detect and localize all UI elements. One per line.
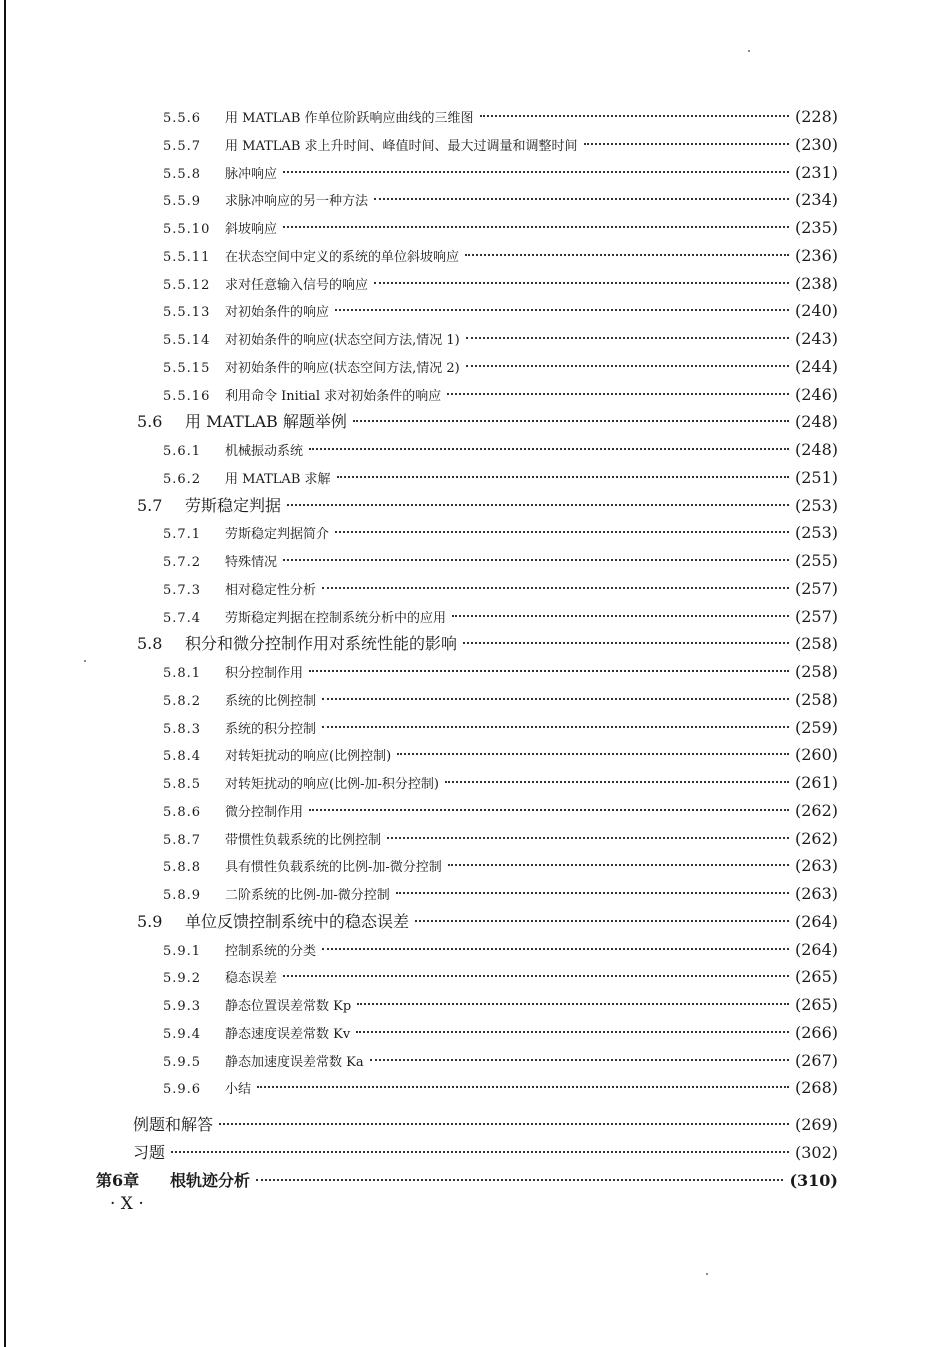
toc-entry-title: 特殊情况 (225, 555, 278, 570)
toc-entry[interactable] (137, 910, 838, 934)
toc-entry-page: (244) (794, 356, 838, 376)
dot-leader (309, 809, 789, 811)
toc-entry-number: 5.8.5 (163, 777, 202, 792)
page-edge-rule (4, 0, 6, 1347)
dot-leader (335, 309, 789, 311)
dot-leader (466, 365, 789, 367)
toc-entry-number: 5.5.13 (163, 305, 211, 321)
toc-entry-page: (268) (794, 1078, 838, 1098)
toc-entry-number: 5.7 (137, 495, 163, 515)
toc-entry-title: 系统的比例控制 (225, 693, 317, 709)
toc-entry-page: (267) (794, 1050, 838, 1070)
toc-entry-number: 5.5.12 (163, 277, 211, 293)
toc-entry-title: 利用命令 Initial 求对初始条件的响应 (225, 388, 442, 404)
toc-entry-page: (231) (794, 162, 838, 182)
toc-entry[interactable] (163, 521, 838, 545)
toc-entry-number: 5.9.2 (163, 971, 202, 987)
toc-entry[interactable] (163, 188, 838, 212)
toc-entry-number: 5.5.16 (163, 388, 211, 404)
toc-entry-number: 5.7.2 (163, 555, 202, 570)
toc-entry-page: (302) (794, 1143, 838, 1162)
toc-entry-number: 5.8.6 (163, 804, 202, 820)
toc-entry-title: 积分和微分控制作用对系统性能的影响 (185, 634, 458, 654)
toc-entry-page: (262) (794, 828, 838, 848)
toc-entry[interactable] (163, 1021, 838, 1045)
toc-entry[interactable] (163, 688, 838, 712)
toc-entry-page: (248) (794, 412, 838, 432)
toc-entry-title: 用 MATLAB 求上升时间、峰值时间、最大过调量和调整时间 (225, 138, 578, 154)
dot-leader (171, 1151, 789, 1153)
toc-entry-page: (251) (794, 467, 838, 487)
toc-entry[interactable] (163, 549, 838, 573)
toc-entry[interactable] (163, 244, 838, 268)
toc-entry[interactable] (163, 771, 838, 795)
toc-entry[interactable] (163, 799, 838, 823)
toc-entry-page: (265) (794, 995, 838, 1014)
toc-entry-page: (257) (794, 606, 838, 626)
toc-entry-title: 对转矩扰动的响应(比例-加-积分控制) (225, 777, 439, 792)
toc-entry[interactable] (163, 605, 838, 629)
toc-entry-title: 根轨迹分析 (170, 1171, 251, 1190)
toc-entry-page: (258) (794, 634, 838, 654)
toc-entry[interactable] (163, 438, 838, 462)
dot-leader (370, 1059, 789, 1061)
toc-entry-page: (238) (794, 273, 838, 293)
toc-entry-title: 对转矩扰动的响应(比例控制) (225, 749, 392, 765)
toc-entry-number: 5.5.15 (163, 360, 211, 376)
toc-entry-title: 带惯性负载系统的比例控制 (225, 832, 382, 848)
toc-entry-number: 5.5.14 (163, 333, 211, 348)
toc-entry-number: 5.9 (137, 911, 163, 931)
toc-entry-title: 具有惯性负载系统的比例-加-微分控制 (225, 860, 442, 876)
toc-entry-number: 5.9.4 (163, 1026, 202, 1042)
toc-entry[interactable] (133, 1141, 838, 1165)
toc-entry[interactable] (163, 355, 838, 379)
toc-entry-page: (260) (794, 745, 838, 765)
toc-entry[interactable] (163, 854, 838, 878)
toc-entry-title: 对初始条件的响应 (225, 305, 330, 321)
toc-entry-number: 5.5.11 (163, 249, 211, 265)
toc-entry-page: (310) (789, 1171, 838, 1190)
toc-entry-number: 5.8 (137, 634, 163, 654)
dot-leader (397, 753, 789, 755)
toc-entry[interactable] (163, 133, 838, 157)
toc-entry-number: 5.5.6 (163, 111, 202, 126)
toc-entry-number: 5.5.10 (163, 222, 211, 237)
toc-entry-page: (240) (794, 301, 838, 321)
dot-leader (374, 198, 789, 200)
toc-entry[interactable] (163, 882, 838, 906)
toc-entry-number: 5.9.6 (163, 1082, 202, 1098)
toc-entry-page: (236) (794, 245, 838, 265)
toc-entry-title: 积分控制作用 (225, 666, 304, 681)
toc-entry[interactable] (163, 660, 838, 684)
toc-entry-number: 5.9.3 (163, 999, 202, 1014)
dot-leader (465, 254, 789, 256)
toc-entry-title: 稳态误差 (225, 971, 278, 987)
dot-leader (480, 115, 789, 117)
toc-entry-page: (264) (794, 939, 838, 959)
toc-entry-title: 对初始条件的响应(状态空间方法,情况 2) (225, 360, 460, 376)
dot-leader (452, 615, 789, 617)
dot-leader (447, 393, 789, 395)
toc-entry[interactable] (163, 965, 838, 989)
toc-entry-number: 5.6 (137, 412, 163, 432)
toc-entry-page: (243) (794, 329, 838, 348)
toc-entry-page: (234) (794, 190, 838, 210)
toc-entry[interactable] (163, 466, 838, 490)
toc-entry-title: 小结 (225, 1082, 252, 1098)
toc-entry-number: 5.8.9 (163, 888, 202, 903)
toc-entry[interactable] (163, 161, 838, 185)
toc-entry[interactable] (163, 938, 838, 962)
toc-entry-title: 用 MATLAB 作单位阶跃响应曲线的三维图 (225, 111, 474, 126)
toc-entry-page: (259) (794, 717, 838, 737)
toc-entry-title: 劳斯稳定判据 (185, 495, 282, 515)
toc-entry[interactable] (163, 272, 838, 296)
toc-entry-title: 习题 (133, 1143, 166, 1162)
page-number-footer: · X · (110, 1194, 144, 1214)
toc-entry-number: 5.7.1 (163, 527, 202, 543)
dot-leader (283, 226, 789, 228)
toc-entry-number: 5.8.3 (163, 721, 202, 737)
toc-entry[interactable] (96, 1169, 838, 1193)
toc-entry[interactable] (163, 1049, 838, 1073)
toc-entry-title: 求脉冲响应的另一种方法 (225, 194, 369, 210)
toc-entry-page: (255) (794, 551, 838, 570)
toc-entry-number: 5.8.7 (163, 832, 202, 848)
dot-leader (448, 864, 789, 866)
toc-entry-page: (248) (794, 440, 838, 459)
toc-entry-number: 5.8.4 (163, 749, 202, 765)
toc-entry-title: 控制系统的分类 (225, 943, 317, 959)
toc-entry-title: 对初始条件的响应(状态空间方法,情况 1) (225, 333, 460, 348)
toc-entry-page: (269) (794, 1115, 838, 1134)
toc-entry[interactable] (163, 299, 838, 323)
dot-leader (322, 948, 789, 950)
dot-leader (387, 837, 789, 839)
toc-entry-title: 用 MATLAB 解题举例 (185, 412, 347, 432)
dot-leader (283, 171, 789, 173)
dot-leader (335, 531, 789, 533)
toc-entry-page: (261) (794, 773, 838, 792)
toc-entry-page: (263) (794, 884, 838, 903)
dot-leader (353, 420, 789, 422)
toc-entry-number: 5.9.1 (163, 943, 202, 959)
toc-entry-page: (253) (794, 495, 838, 515)
toc-entry-number: 5.5.7 (163, 138, 202, 154)
toc-entry[interactable] (133, 1113, 838, 1137)
dot-leader (357, 1003, 789, 1005)
toc-entry-page: (264) (794, 911, 838, 931)
scan-speck (84, 660, 86, 662)
toc-entry-page: (230) (794, 134, 838, 154)
dot-leader (283, 559, 789, 561)
toc-entry-title: 二阶系统的比例-加-微分控制 (225, 888, 390, 903)
toc-entry-number: 5.7.4 (163, 610, 202, 626)
toc-entry-page: (235) (794, 218, 838, 237)
toc-entry-page: (246) (794, 384, 838, 404)
toc-entry-page: (257) (794, 578, 838, 598)
dot-leader (287, 504, 789, 506)
dot-leader (337, 476, 789, 478)
toc-entry-title: 静态位置误差常数 Kp (225, 999, 352, 1014)
toc-entry-page: (253) (794, 523, 838, 543)
dot-leader (322, 587, 789, 589)
dot-leader (219, 1123, 789, 1125)
dot-leader (584, 143, 789, 145)
toc-entry-title: 劳斯稳定判据简介 (225, 527, 330, 543)
dot-leader (356, 1031, 789, 1033)
toc-entry-number: 第6章 (96, 1171, 140, 1190)
scan-speck (706, 1273, 708, 1275)
toc-entry-number: 5.6.2 (163, 471, 202, 487)
toc-entry-page: (262) (794, 800, 838, 820)
dot-leader (309, 448, 789, 450)
dot-leader (322, 698, 789, 700)
toc-entry-page: (228) (794, 107, 838, 126)
toc-entry[interactable] (163, 1076, 838, 1100)
dot-leader (257, 1086, 789, 1088)
toc-entry[interactable] (137, 632, 838, 656)
toc-entry-title: 例题和解答 (133, 1115, 214, 1134)
toc-entry-title: 微分控制作用 (225, 804, 304, 820)
dot-leader (463, 642, 789, 644)
toc-entry-title: 相对稳定性分析 (225, 582, 317, 598)
toc-entry-title: 系统的积分控制 (225, 721, 317, 737)
toc-entry-page: (258) (794, 689, 838, 709)
dot-leader (283, 975, 789, 977)
toc-entry[interactable] (163, 577, 838, 601)
toc-entry-number: 5.8.2 (163, 693, 202, 709)
dot-leader (322, 726, 789, 728)
toc-entry[interactable] (163, 216, 838, 240)
toc-entry-number: 5.7.3 (163, 582, 202, 598)
toc-entry-page: (266) (794, 1022, 838, 1042)
scan-speck (748, 50, 750, 52)
dot-leader (466, 337, 789, 339)
toc-entry-title: 在状态空间中定义的系统的单位斜坡响应 (225, 249, 460, 265)
dot-leader (374, 282, 789, 284)
toc-entry-title: 脉冲响应 (225, 166, 278, 182)
toc-entry[interactable] (137, 494, 838, 518)
toc-entry-number: 5.8.1 (163, 666, 202, 681)
toc-entry[interactable] (163, 993, 838, 1017)
dot-leader (445, 781, 789, 783)
toc-entry-number: 5.9.5 (163, 1054, 202, 1070)
toc-entry[interactable] (163, 716, 838, 740)
toc-entry[interactable] (163, 105, 838, 129)
toc-entry-page: (265) (794, 967, 838, 987)
toc-entry-number: 5.6.1 (163, 444, 202, 459)
toc-entry[interactable] (163, 383, 838, 407)
toc-entry-number: 5.5.9 (163, 194, 202, 210)
toc-entry-number: 5.8.8 (163, 860, 202, 876)
toc-entry[interactable] (163, 327, 838, 351)
toc-entry-page: (263) (794, 856, 838, 876)
toc-entry-page: (258) (794, 662, 838, 681)
toc-entry-title: 斜坡响应 (225, 222, 278, 237)
dot-leader (309, 670, 789, 672)
toc-entry-title: 劳斯稳定判据在控制系统分析中的应用 (225, 610, 447, 626)
dot-leader (396, 892, 789, 894)
toc-entry-title: 求对任意输入信号的响应 (225, 277, 369, 293)
toc-entry-title: 静态速度误差常数 Kv (225, 1026, 351, 1042)
toc-entry-number: 5.5.8 (163, 166, 202, 182)
dot-leader (256, 1179, 783, 1181)
toc-entry-title: 单位反馈控制系统中的稳态误差 (185, 911, 410, 931)
toc-entry-title: 静态加速度误差常数 Ka (225, 1054, 364, 1070)
toc-entry-title: 用 MATLAB 求解 (225, 471, 331, 487)
toc-entry-title: 机械振动系统 (225, 444, 304, 459)
toc-entry[interactable] (163, 743, 838, 767)
toc-entry[interactable] (137, 410, 838, 434)
toc-entry[interactable] (163, 827, 838, 851)
dot-leader (415, 920, 789, 922)
